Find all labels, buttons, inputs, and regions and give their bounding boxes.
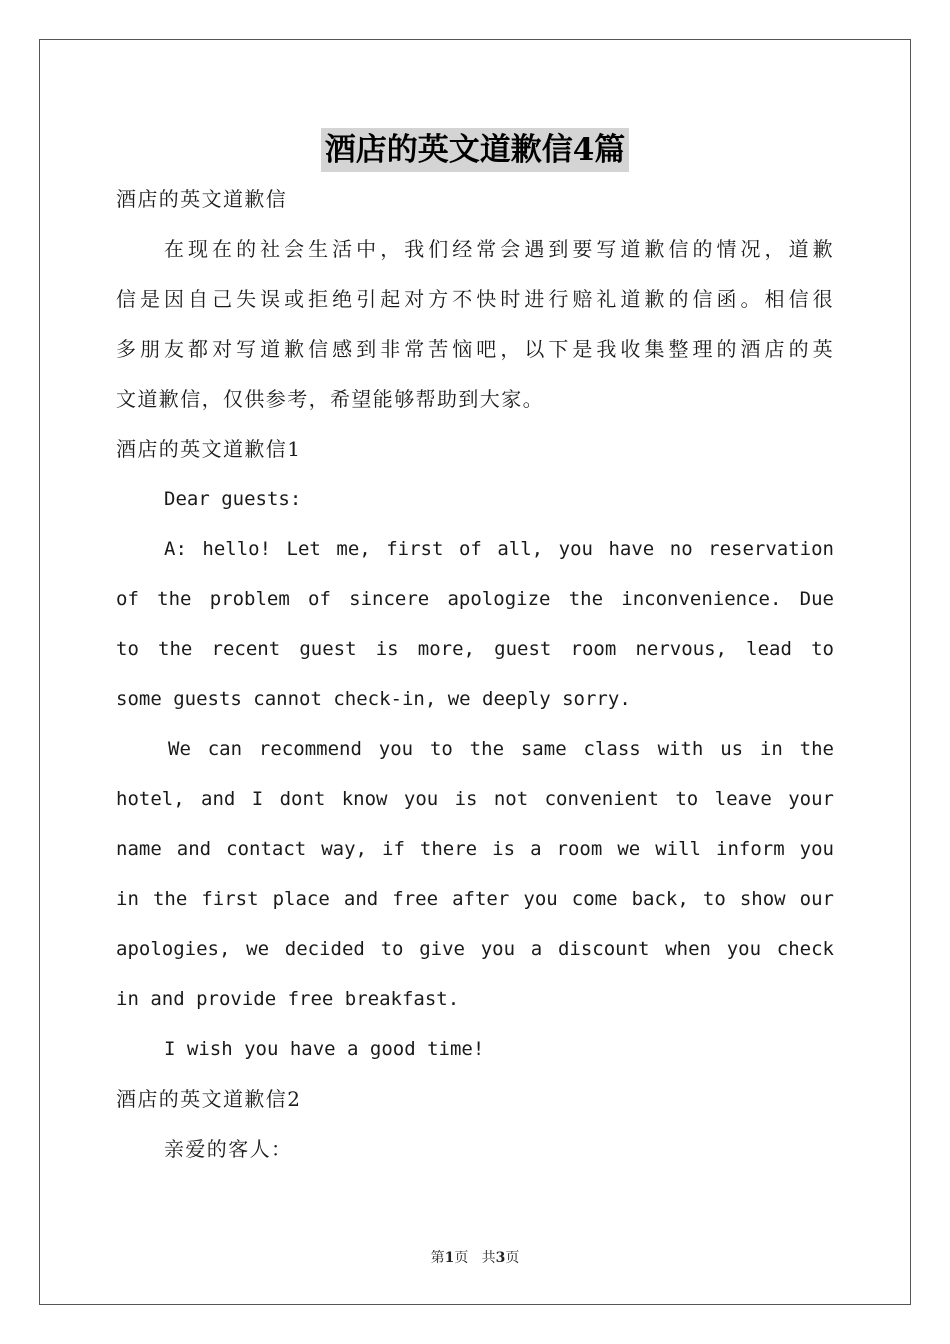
- letter-2-heading: 酒店的英文道歉信2: [116, 1087, 302, 1111]
- letter-1-line: some guests cannot check-in, we deeply sorry.: [116, 688, 631, 710]
- letter-1-line: to the recent guest is more, guest room nervous, lead to: [116, 638, 834, 660]
- total-suffix: 页: [505, 1250, 520, 1266]
- total-pages: 3: [495, 1250, 506, 1266]
- letter-1-line: name and contact way, if there is a room we will inform you: [116, 838, 834, 860]
- letter-1-salutation: Dear guests:: [164, 488, 302, 510]
- letter-2-salutation: 亲爱的客人：: [164, 1137, 293, 1161]
- heading-main: 酒店的英文道歉信: [116, 187, 288, 211]
- intro-paragraph-line: 信是因自己失误或拒绝引起对方不快时进行赔礼道歉的信函。相信很: [116, 287, 834, 311]
- document-body: [116, 174, 834, 1174]
- letter-1-line: apologies, we decided to give you a discount when you check: [116, 938, 834, 960]
- letter-1-heading: 酒店的英文道歉信1: [116, 437, 302, 461]
- page-footer: [0, 1247, 950, 1267]
- intro-paragraph-line: 在现在的社会生活中，我们经常会遇到要写道歉信的情况，道歉: [164, 237, 834, 261]
- intro-paragraph-line: 多朋友都对写道歉信感到非常苦恼吧，以下是我收集整理的酒店的英: [116, 337, 834, 361]
- letter-1-line: hotel, and I dont know you is not convenient to leave your: [116, 788, 834, 810]
- letter-1-line: We can recommend you to the same class with us in the: [168, 738, 834, 760]
- letter-1-line: in and provide free breakfast.: [116, 988, 460, 1010]
- page-prefix: 第: [430, 1250, 445, 1266]
- document-title: 酒店的英文道歉信4篇: [321, 128, 630, 172]
- intro-paragraph-line: 文道歉信，仅供参考，希望能够帮助到大家。: [116, 387, 544, 411]
- letter-1-line: in the first place and free after you come back, to show our: [116, 888, 834, 910]
- total-prefix: 共: [481, 1250, 496, 1266]
- letter-1-closing: I wish you have a good time!: [164, 1038, 485, 1060]
- page-suffix: 页: [454, 1250, 469, 1266]
- letter-1-line: A: hello! Let me, first of all, you have no reservation: [164, 538, 834, 560]
- letter-1-line: of the problem of sincere apologize the inconvenience. Due: [116, 588, 834, 610]
- page-number: 1: [444, 1250, 455, 1266]
- title-wrap: [0, 128, 950, 172]
